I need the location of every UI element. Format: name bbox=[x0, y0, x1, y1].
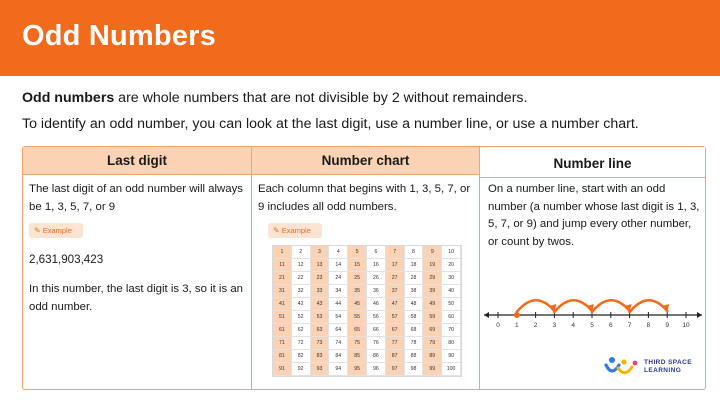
chart-cell: 31 bbox=[273, 285, 292, 298]
number-line-label: 9 bbox=[665, 322, 670, 329]
chart-cell: 26 bbox=[367, 272, 386, 285]
example-badge-label: Example bbox=[42, 226, 72, 235]
number-line-label: 8 bbox=[646, 322, 651, 329]
chart-cell: 44 bbox=[329, 298, 348, 311]
number-line-label: 5 bbox=[590, 322, 594, 329]
methods-table bbox=[22, 146, 706, 390]
chart-cell: 85 bbox=[348, 350, 367, 363]
chart-cell: 17 bbox=[386, 259, 405, 272]
chart-cell: 34 bbox=[329, 285, 348, 298]
chart-cell: 27 bbox=[386, 272, 405, 285]
chart-cell: 95 bbox=[348, 363, 367, 376]
number-line-label: 0 bbox=[496, 322, 500, 329]
chart-cell: 63 bbox=[311, 324, 330, 337]
chart-cell: 19 bbox=[423, 259, 442, 272]
chart-cell: 18 bbox=[405, 259, 424, 272]
chart-cell: 80 bbox=[442, 337, 461, 350]
chart-cell: 45 bbox=[348, 298, 367, 311]
chart-cell: 4 bbox=[329, 246, 348, 259]
chart-cell: 11 bbox=[273, 259, 292, 272]
number-line-label: 7 bbox=[627, 322, 632, 329]
logo-line2: LEARNING bbox=[644, 367, 682, 374]
number-line-heading: Number line bbox=[480, 147, 705, 178]
chart-cell: 43 bbox=[311, 298, 330, 311]
chart-cell: 30 bbox=[442, 272, 461, 285]
chart-cell: 89 bbox=[423, 350, 442, 363]
start-point bbox=[514, 312, 520, 318]
chart-cell: 60 bbox=[442, 311, 461, 324]
number-chart-column bbox=[251, 147, 479, 389]
chart-cell: 88 bbox=[405, 350, 424, 363]
chart-cell: 94 bbox=[329, 363, 348, 376]
number-chart-text: Each column that begins with 1, 3, 5, 7, or 9 includes all odd numbers. bbox=[258, 183, 471, 213]
chart-cell: 2 bbox=[292, 246, 311, 259]
chart-cell: 93 bbox=[311, 363, 330, 376]
chart-cell: 7 bbox=[386, 246, 405, 259]
chart-cell: 77 bbox=[386, 337, 405, 350]
logo-line1: THIRD SPACE bbox=[644, 359, 692, 366]
intro-definition bbox=[22, 90, 527, 106]
example-number: 2,631,903,423 bbox=[29, 253, 104, 266]
chart-cell: 9 bbox=[423, 246, 442, 259]
right-arrow-icon bbox=[697, 312, 702, 318]
jump-arc bbox=[554, 300, 592, 312]
chart-cell: 47 bbox=[386, 298, 405, 311]
chart-cell: 1 bbox=[273, 246, 292, 259]
chart-cell: 39 bbox=[423, 285, 442, 298]
chart-cell: 52 bbox=[292, 311, 311, 324]
chart-cell: 99 bbox=[423, 363, 442, 376]
chart-cell: 13 bbox=[311, 259, 330, 272]
chart-cell: 68 bbox=[405, 324, 424, 337]
chart-cell: 20 bbox=[442, 259, 461, 272]
number-line-label: 6 bbox=[608, 322, 613, 329]
number-chart-heading: Number chart bbox=[252, 147, 479, 175]
chart-cell: 10 bbox=[442, 246, 461, 259]
chart-cell: 75 bbox=[348, 337, 367, 350]
chart-cell: 57 bbox=[386, 311, 405, 324]
third-space-learning-logo bbox=[604, 356, 704, 378]
chart-cell: 67 bbox=[386, 324, 405, 337]
chart-cell: 6 bbox=[367, 246, 386, 259]
number-line-label: 2 bbox=[533, 322, 538, 329]
chart-cell: 97 bbox=[386, 363, 405, 376]
chart-cell: 16 bbox=[367, 259, 386, 272]
example-badge bbox=[29, 223, 83, 238]
number-line-label: 1 bbox=[514, 322, 519, 329]
chart-cell: 72 bbox=[292, 337, 311, 350]
left-arrow-icon bbox=[484, 312, 489, 318]
chart-cell: 87 bbox=[386, 350, 405, 363]
chart-cell: 98 bbox=[405, 363, 424, 376]
chart-cell: 22 bbox=[292, 272, 311, 285]
chart-cell: 73 bbox=[311, 337, 330, 350]
chart-cell: 65 bbox=[348, 324, 367, 337]
chart-cell: 21 bbox=[273, 272, 292, 285]
chart-cell: 56 bbox=[367, 311, 386, 324]
chart-cell: 24 bbox=[329, 272, 348, 285]
pencil-icon: ✎ bbox=[273, 226, 280, 235]
chart-cell: 71 bbox=[273, 337, 292, 350]
chart-cell: 84 bbox=[329, 350, 348, 363]
chart-cell: 54 bbox=[329, 311, 348, 324]
chart-cell: 5 bbox=[348, 246, 367, 259]
jump-arc bbox=[517, 300, 555, 312]
chart-cell: 81 bbox=[273, 350, 292, 363]
chart-cell: 62 bbox=[292, 324, 311, 337]
chart-cell: 28 bbox=[405, 272, 424, 285]
page-header bbox=[0, 0, 720, 76]
chart-cell: 76 bbox=[367, 337, 386, 350]
chart-cell: 74 bbox=[329, 337, 348, 350]
jump-arc bbox=[630, 300, 668, 312]
chart-cell: 15 bbox=[348, 259, 367, 272]
chart-cell: 33 bbox=[311, 285, 330, 298]
chart-cell: 78 bbox=[405, 337, 424, 350]
chart-cell: 36 bbox=[367, 285, 386, 298]
chart-cell: 38 bbox=[405, 285, 424, 298]
chart-cell: 41 bbox=[273, 298, 292, 311]
chart-cell: 25 bbox=[348, 272, 367, 285]
chart-cell: 8 bbox=[405, 246, 424, 259]
chart-cell: 64 bbox=[329, 324, 348, 337]
chart-cell: 55 bbox=[348, 311, 367, 324]
chart-cell: 82 bbox=[292, 350, 311, 363]
last-digit-column bbox=[23, 147, 251, 389]
chart-cell: 66 bbox=[367, 324, 386, 337]
chart-cell: 37 bbox=[386, 285, 405, 298]
chart-cell: 58 bbox=[405, 311, 424, 324]
last-digit-text: The last digit of an odd number will always be 1, 3, 5, 7, or 9 bbox=[29, 183, 243, 213]
chart-cell: 83 bbox=[311, 350, 330, 363]
chart-cell: 35 bbox=[348, 285, 367, 298]
chart-cell: 3 bbox=[311, 246, 330, 259]
chart-cell: 14 bbox=[329, 259, 348, 272]
number-line-text: On a number line, start with an odd number (a number whose last digit is 1, 3, 5, 7, or 9) and jump every other number, or count by twos. bbox=[488, 183, 700, 248]
chart-cell: 90 bbox=[442, 350, 461, 363]
number-line-label: 3 bbox=[552, 322, 557, 329]
third-space-learning-logo-icon bbox=[604, 356, 640, 378]
number-line-label: 10 bbox=[682, 322, 690, 329]
chart-cell: 12 bbox=[292, 259, 311, 272]
last-digit-heading: Last digit bbox=[23, 147, 251, 175]
chart-cell: 42 bbox=[292, 298, 311, 311]
page-title: Odd Numbers bbox=[22, 20, 216, 52]
chart-cell: 70 bbox=[442, 324, 461, 337]
intro-methods: To identify an odd number, you can look at the last digit, use a number line, or use a number chart. bbox=[22, 116, 639, 132]
number-line-diagram bbox=[482, 285, 704, 335]
hundred-chart bbox=[272, 245, 462, 377]
chart-cell: 61 bbox=[273, 324, 292, 337]
chart-cell: 49 bbox=[423, 298, 442, 311]
number-line-label: 4 bbox=[571, 322, 576, 329]
intro-term: Odd numbers bbox=[22, 90, 115, 106]
jump-arc bbox=[592, 300, 630, 312]
chart-cell: 29 bbox=[423, 272, 442, 285]
example-badge bbox=[268, 223, 322, 238]
chart-cell: 23 bbox=[311, 272, 330, 285]
chart-cell: 100 bbox=[442, 363, 461, 376]
chart-cell: 91 bbox=[273, 363, 292, 376]
chart-cell: 79 bbox=[423, 337, 442, 350]
chart-cell: 46 bbox=[367, 298, 386, 311]
chart-cell: 32 bbox=[292, 285, 311, 298]
chart-cell: 92 bbox=[292, 363, 311, 376]
pencil-icon: ✎ bbox=[34, 226, 41, 235]
number-line-column bbox=[479, 147, 705, 389]
chart-cell: 50 bbox=[442, 298, 461, 311]
last-digit-explanation: In this number, the last digit is 3, so it is an odd number. bbox=[29, 283, 243, 313]
chart-cell: 40 bbox=[442, 285, 461, 298]
chart-cell: 96 bbox=[367, 363, 386, 376]
chart-cell: 48 bbox=[405, 298, 424, 311]
chart-cell: 53 bbox=[311, 311, 330, 324]
chart-cell: 51 bbox=[273, 311, 292, 324]
chart-cell: 86 bbox=[367, 350, 386, 363]
example-badge-label: Example bbox=[281, 226, 311, 235]
intro-definition-text: are whole numbers that are not divisible by 2 without remainders. bbox=[114, 90, 528, 106]
chart-cell: 69 bbox=[423, 324, 442, 337]
chart-cell: 59 bbox=[423, 311, 442, 324]
